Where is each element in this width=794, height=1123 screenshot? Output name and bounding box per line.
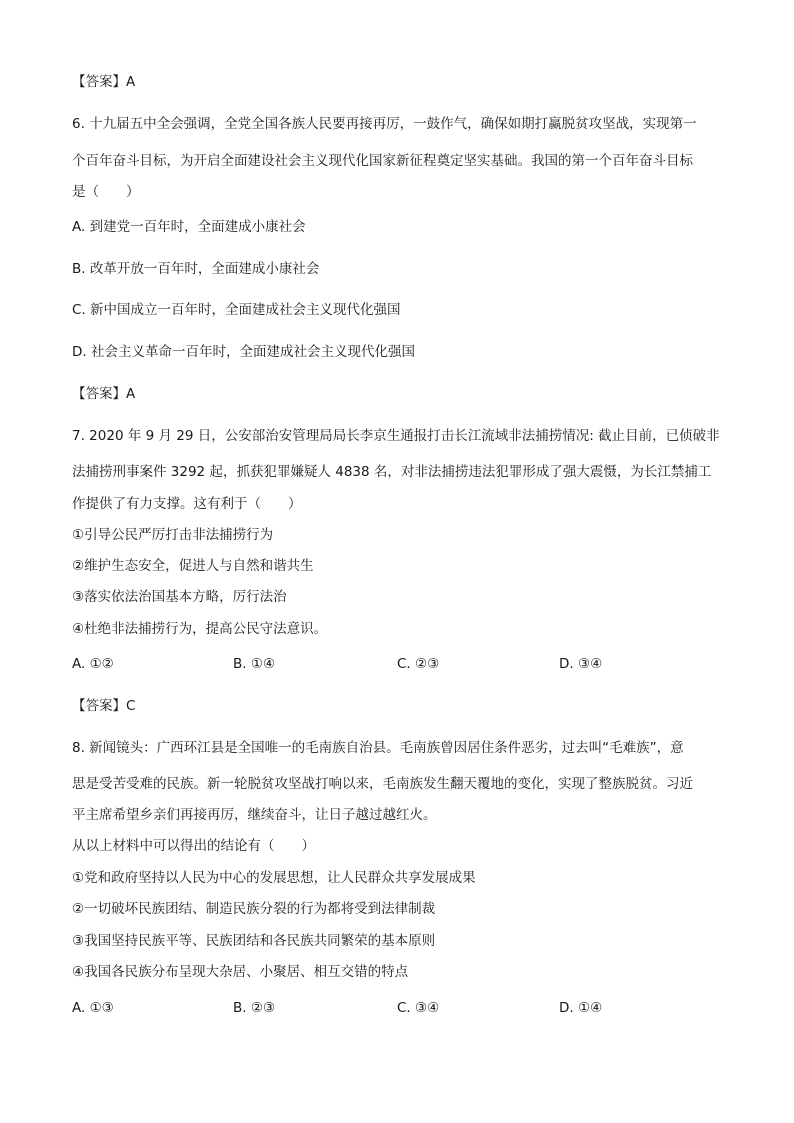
q7-statement-1: ①引导公民严厉打击非法捕捞行为: [72, 527, 274, 543]
q7-choice-a: A. ①②: [72, 656, 114, 672]
q6-stem-line-3: 是（ ）: [72, 184, 140, 200]
q7-stem-line-1: 7. 2020 年 9 月 29 日，公安部治安管理局局长李京生通报打击长江流域非法捕捞情况: 截止目前，已侦破非: [72, 428, 720, 444]
q7-choice-c: C. ②③: [397, 656, 440, 672]
answer-line-q5: [72, 73, 135, 91]
answer-line-q6: [72, 385, 135, 403]
q8-choice-a: A. ①③: [72, 1000, 114, 1016]
answer-value: A: [126, 386, 136, 402]
q6-stem-line-1: 6. 十九届五中全会强调，全党全国各族人民要再接再厉，一鼓作气，确保如期打赢脱贫攻坚战，实现第一: [72, 116, 697, 132]
q7-statement-4: ④杜绝非法捕捞行为，提高公民守法意识。: [72, 621, 328, 637]
q8-stem-line-1: 8. 新闻镜头：广西环江县是全国唯一的毛南族自治县。毛南族曾因居住条件恶劣，过去叫“毛难族”，意: [72, 740, 684, 756]
answer-value: A: [126, 74, 136, 90]
answer-line-q7: [72, 697, 135, 715]
q6-option-c: C. 新中国成立一百年时，全面建成社会主义现代化强国: [72, 302, 401, 318]
answer-label: 【答案】: [72, 74, 126, 90]
answer-label: 【答案】: [72, 698, 126, 714]
q8-stem-line-4: 从以上材料中可以得出的结论有（ ）: [72, 838, 315, 854]
q8-statement-4: ④我国各民族分布呈现大杂居、小聚居、相互交错的特点: [72, 964, 409, 980]
q7-choice-b: B. ①④: [233, 656, 276, 672]
q8-stem-line-2: 思是受苦受难的民族。新一轮脱贫攻坚战打响以来，毛南族发生翻天覆地的变化，实现了整族脱贫。习近: [72, 776, 693, 792]
q6-option-a: A. 到建党一百年时，全面建成小康社会: [72, 219, 306, 235]
q7-stem-line-3: 作提供了有力支撑。这有利于（ ）: [72, 496, 302, 512]
q8-choice-c: C. ③④: [397, 1000, 440, 1016]
q6-stem-line-2: 个百年奋斗目标，为开启全面建设社会主义现代化国家新征程奠定坚实基础。我国的第一个百年奋斗目标: [72, 153, 693, 169]
q7-choice-d: D. ③④: [559, 656, 603, 672]
q6-option-d: D. 社会主义革命一百年时，全面建成社会主义现代化强国: [72, 344, 415, 360]
q8-choice-b: B. ②③: [233, 1000, 276, 1016]
q8-statement-3: ③我国坚持民族平等、民族团结和各民族共同繁荣的基本原则: [72, 933, 436, 949]
q8-statement-2: ②一切破坏民族团结、制造民族分裂的行为都将受到法律制裁: [72, 901, 436, 917]
q6-option-b: B. 改革开放一百年时，全面建成小康社会: [72, 261, 320, 277]
answer-value: C: [126, 698, 136, 714]
q7-statement-3: ③落实依法治国基本方略，厉行法治: [72, 589, 287, 605]
answer-label: 【答案】: [72, 386, 126, 402]
q8-statement-1: ①党和政府坚持以人民为中心的发展思想，让人民群众共享发展成果: [72, 870, 476, 886]
q8-choice-d: D. ①④: [559, 1000, 603, 1016]
q7-stem-line-2: 法捕捞刑事案件 3292 起，抓获犯罪嫌疑人 4838 名，对非法捕捞违法犯罪形成了强大震慑，为长江禁捕工: [72, 464, 712, 480]
q8-stem-line-3: 平主席希望乡亲们再接再厉，继续奋斗，让日子越过越红火。: [72, 807, 437, 823]
q7-statement-2: ②维护生态安全，促进人与自然和谐共生: [72, 558, 314, 574]
